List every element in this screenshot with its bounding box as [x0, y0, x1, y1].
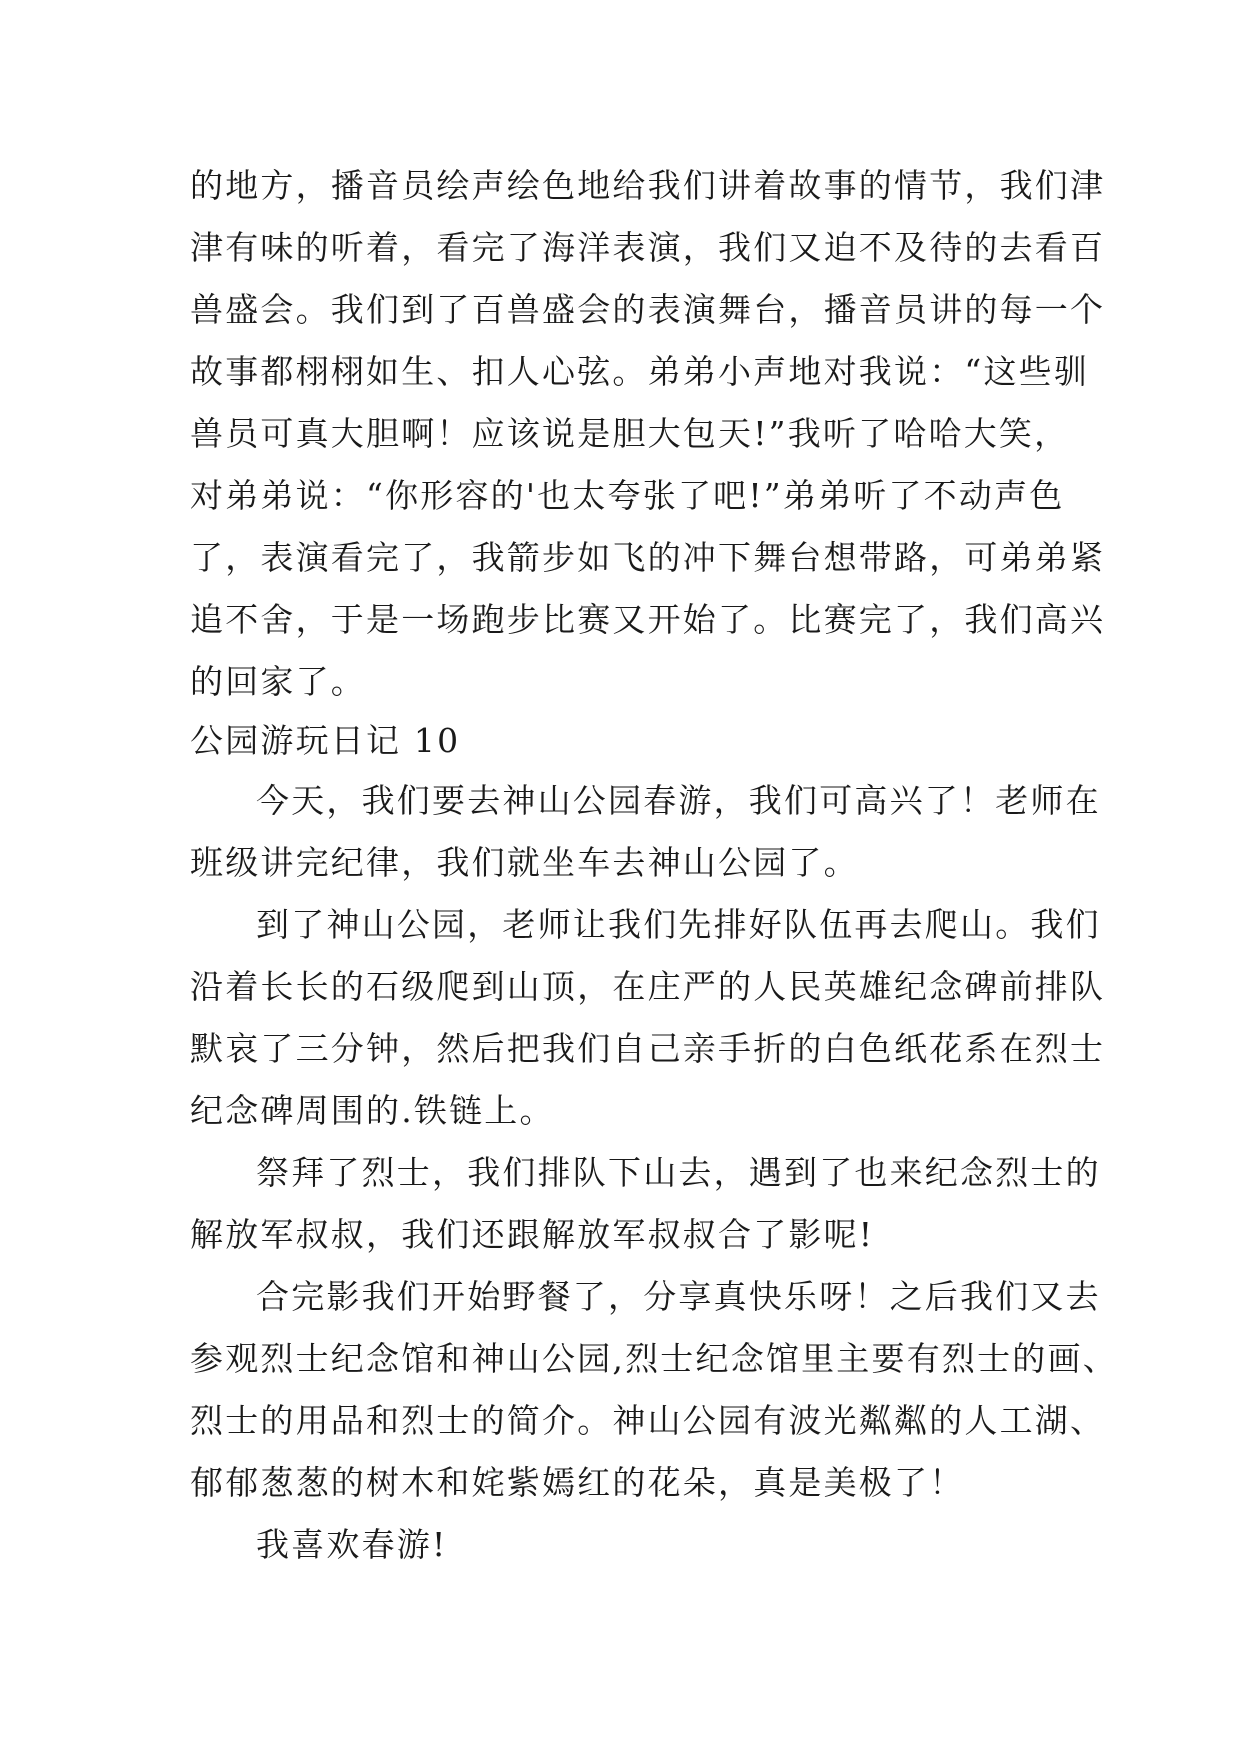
paragraph-line: 的回家了。 — [190, 662, 366, 701]
paragraph-line: 的地方，播音员绘声绘色地给我们讲着故事的情节，我们津 — [190, 166, 1106, 205]
continuation-paragraph — [190, 155, 1106, 713]
paragraph-line: 兽员可真大胆啊！应该说是胆大包天!”我听了哈哈大笑， — [190, 414, 1070, 453]
paragraph-line: 解放军叔叔，我们还跟解放军叔叔合了影呢! — [190, 1215, 875, 1254]
paragraph-line: 了，表演看完了，我箭步如飞的冲下舞台想带路，可弟弟紧 — [190, 538, 1106, 577]
paragraph-line: 追不舍，于是一场跑步比赛又开始了。比赛完了，我们高兴 — [190, 600, 1106, 639]
paragraph-line: 故事都栩栩如生、扣人心弦。弟弟小声地对我说：“这些驯 — [190, 352, 1090, 391]
paragraph-line: 默哀了三分钟，然后把我们自己亲手折的白色纸花系在烈士 — [190, 1029, 1106, 1068]
paragraph-line: 纪念碑周围的.铁链上。 — [190, 1091, 555, 1130]
paragraph-line: 祭拜了烈士，我们排队下山去，遇到了也来纪念烈士的 — [256, 1153, 1101, 1192]
paragraph-line: 今天，我们要去神山公园春游，我们可高兴了！老师在 — [256, 781, 1101, 820]
paragraph-line: 津有味的听着，看完了海洋表演，我们又迫不及待的去看百 — [190, 228, 1106, 267]
paragraph-line: 对弟弟说：“你形容的'也太夸张了吧!”弟弟听了不动声色 — [190, 476, 1065, 515]
paragraph-line: 郁郁葱葱的树木和姹紫嫣红的花朵，真是美极了！ — [190, 1463, 965, 1502]
paragraph-line: 班级讲完纪律，我们就坐车去神山公园了。 — [190, 843, 859, 882]
paragraph-line: 兽盛会。我们到了百兽盛会的表演舞台，播音员讲的每一个 — [190, 290, 1106, 329]
paragraph-line: 参观烈士纪念馆和神山公园,烈士纪念馆里主要有烈士的画、 — [190, 1339, 1118, 1378]
diary-body — [190, 770, 1118, 1576]
paragraph-line: 烈士的用品和烈士的简介。神山公园有波光粼粼的人工湖、 — [190, 1401, 1106, 1440]
section-title: 公园游玩日记 10 — [190, 721, 461, 760]
paragraph-line: 到了神山公园，老师让我们先排好队伍再去爬山。我们 — [256, 905, 1101, 944]
paragraph-line: 我喜欢春游! — [256, 1525, 448, 1564]
paragraph-line: 沿着长长的石级爬到山顶，在庄严的人民英雄纪念碑前排队 — [190, 967, 1106, 1006]
paragraph-line: 合完影我们开始野餐了，分享真快乐呀！之后我们又去 — [256, 1277, 1101, 1316]
